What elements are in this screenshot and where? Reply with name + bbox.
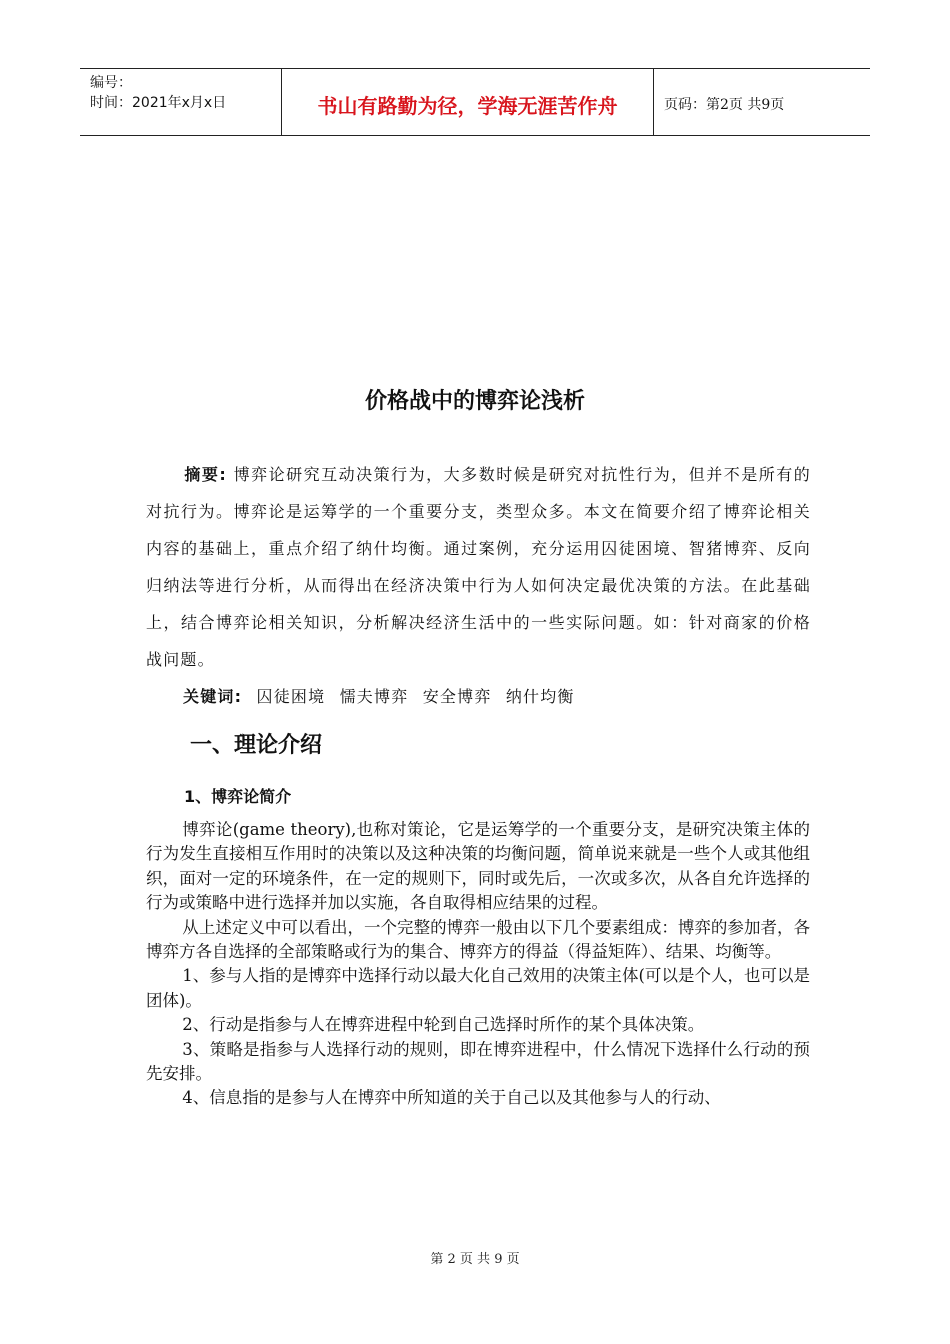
body-paragraph: 1、参与人指的是博弈中选择行动以最大化自己效用的决策主体(可以是个人，也可以是团体)。 <box>146 966 810 1010</box>
body-paragraph: 从上述定义中可以看出，一个完整的博弈一般由以下几个要素组成：博弈的参加者，各博弈方各自选择的全部策略或行为的集合、博弈方的得益（得益矩阵）、结果、均衡等。 <box>146 917 810 962</box>
body-paragraph: 2、行动是指参与人在博弈进程中轮到自己选择时所作的某个具体决策。 <box>182 1015 705 1035</box>
keyword-item: 安全博弈 <box>422 687 492 706</box>
header-motto: 书山有路勤为径，学海无涯苦作舟 <box>282 69 654 135</box>
keyword-item: 纳什均衡 <box>505 687 575 706</box>
section-body <box>146 818 810 1111</box>
body-paragraph: 4、信息指的是参与人在博弈中所知道的关于自己以及其他参与人的行动、 <box>182 1088 721 1108</box>
page-footer: 第 2 页 共 9 页 <box>430 1252 520 1267</box>
document-title: 价格战中的博弈论浅析 <box>364 389 585 414</box>
abstract-label: 摘要: <box>184 465 228 484</box>
body-paragraph: 博弈论(game theory),也称对策论，它是运筹学的一个重要分支，是研究决策主体的行为发生直接相互作用时的决策以及这种决策的均衡问题，简单说来就是一些个人或其他组织，面对一定的环境条件，在一定的规则下，同时或先后，一次或多次，从各自允许选择的行为或策略中进行选择并加以实施，各自取得相应结果的过程。 <box>146 820 810 913</box>
header-meta <box>80 69 282 135</box>
keyword-item: 懦夫博弈 <box>339 687 409 706</box>
header-page-info: 页码：第2页 共9页 <box>664 97 785 113</box>
abstract-text: 博弈论研究互动决策行为，大多数时候是研究对抗性行为，但并不是所有的对抗行为。博弈论是运筹学的一个重要分支，类型众多。本文在简要介绍了博弈论相关内容的基础上，重点介绍了纳什均衡。通过案例，充分运用囚徒困境、智猪博弈、反向归纳法等进行分析，从而得出在经济决策中行为人如何决定最优决策的方法。在此基础上，结合博弈论相关知识，分析解决经济生活中的一些实际问题。如：针对商家的价格战问题。 <box>146 465 811 669</box>
abstract-paragraph <box>146 456 811 678</box>
document-number-label: 编号： <box>90 75 132 91</box>
document-time: 时间：2021年x月x日 <box>90 95 227 111</box>
keywords-line <box>183 678 575 715</box>
abstract-block <box>146 456 811 678</box>
keywords-label: 关键词: <box>183 687 243 706</box>
section-heading: 一、理论介绍 <box>190 733 323 758</box>
subsection-heading: 1、博弈论简介 <box>184 787 292 806</box>
keyword-item: 囚徒困境 <box>256 687 326 706</box>
body-paragraph: 3、策略是指参与人选择行动的规则，即在博弈进程中，什么情况下选择什么行动的预先安排。 <box>146 1039 810 1084</box>
page-header <box>80 68 870 136</box>
